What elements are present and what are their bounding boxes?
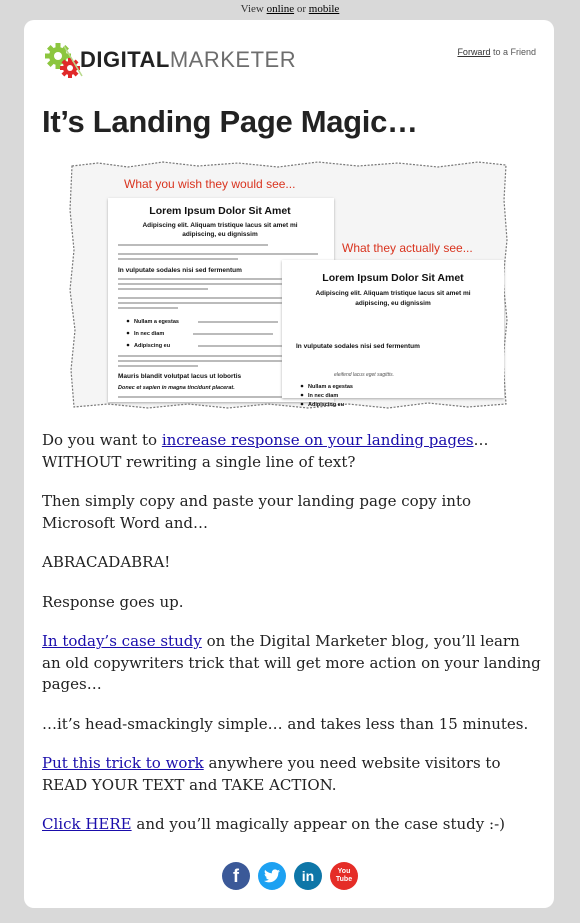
view-or: or <box>296 3 307 15</box>
paragraph-8 <box>42 814 542 836</box>
gear-logo-icon <box>42 38 86 82</box>
forward-to-friend <box>457 47 536 57</box>
hero-left-heading3: Donec et sapien in magna tincidunt placerat. <box>118 385 235 391</box>
hero-left-bullet2: In nec diam <box>134 331 165 337</box>
paragraph-2: Then simply copy and paste your landing page copy into Microsoft Word and… <box>42 492 472 532</box>
logo[interactable] <box>42 38 296 82</box>
click-here-link[interactable]: Click HERE <box>42 815 132 833</box>
hero-right-subtitle1: Adipiscing elit. Aliquam tristique lacus sit amet mi <box>315 290 471 297</box>
linkedin-glyph: in <box>301 868 315 884</box>
hero-left-title: Lorem Ipsum Dolor Sit Amet <box>149 205 291 217</box>
logo-wordmark <box>80 49 296 71</box>
paragraph-3: ABRACADABRA! <box>42 553 171 571</box>
paragraph-6: …it’s head-smackingly simple… and takes less than 15 minutes. <box>42 714 529 733</box>
p1-text-post: … WITHOUT rewriting a single line of text? <box>42 431 489 471</box>
case-study-link[interactable]: In today’s case study <box>42 632 202 650</box>
hero-right-bullet1: Nullam a egestas <box>308 384 353 390</box>
twitter-icon[interactable] <box>258 862 286 890</box>
youtube-glyph-top: You <box>337 868 351 875</box>
hero-left-subtitle1: Adipiscing elit. Aliquam tristique lacus sit amet mi <box>142 222 298 229</box>
p5-text-post: on the Digital Marketer blog, you’ll learn an old copywriters trick that will get more action on your landing pages… <box>42 632 541 693</box>
hero-right-heading: In vulputate sodales nisi sed fermentum <box>296 343 420 350</box>
social-icons <box>222 862 358 890</box>
youtube-glyph-bottom: Tube <box>335 876 353 883</box>
hero-left-bullet1: Nullam a egestas <box>134 319 179 325</box>
view-online-bar <box>0 0 580 18</box>
logo-marketer: MARKETER <box>169 47 297 72</box>
hero-left-bullet3: Adipiscing eu <box>134 343 171 349</box>
facebook-glyph: f <box>233 865 239 886</box>
hero-right-bullet3: Adipiscing eu <box>308 402 345 408</box>
forward-link[interactable]: Forward <box>457 47 491 57</box>
paragraph-4: Response goes up. <box>42 592 184 611</box>
p1-text: Do you want to <box>42 431 162 449</box>
linkedin-icon[interactable] <box>294 862 322 890</box>
view-online-link[interactable]: online <box>266 3 295 15</box>
paragraph-1 <box>42 430 542 473</box>
hero-left-heading2: Mauris blandit volutpat lacus ut lobortis <box>118 373 242 380</box>
forward-suffix: to a Friend <box>492 47 536 57</box>
headline: It’s Landing Page Magic… <box>42 104 418 139</box>
logo-digital: DIGITAL <box>80 47 170 72</box>
facebook-icon[interactable] <box>222 862 250 890</box>
hero-right-bullet2: In nec diam <box>308 393 339 399</box>
p8-text-post: and you’ll magically appear on the case study :-) <box>131 815 505 833</box>
email-body <box>42 430 542 854</box>
paragraph-5 <box>42 631 542 696</box>
p7-text-post: anywhere you need website visitors to READ YOUR TEXT and TAKE ACTION. <box>42 754 501 794</box>
increase-response-link[interactable]: increase response on your landing pages <box>161 431 474 449</box>
view-prefix: View <box>240 3 264 15</box>
hero-left-subtitle2: adipiscing, eu dignissim <box>182 231 258 238</box>
hero-left-caption: What you wish they would see... <box>124 177 296 191</box>
hero-right-caption: What they actually see... <box>342 241 473 255</box>
view-mobile-link[interactable]: mobile <box>308 3 340 15</box>
hero-right-title: Lorem Ipsum Dolor Sit Amet <box>322 272 464 284</box>
email-card <box>24 20 554 908</box>
hero-image[interactable] <box>68 160 510 410</box>
put-trick-to-work-link[interactable]: Put this trick to work <box>42 754 204 772</box>
paragraph-7 <box>42 753 542 796</box>
hero-right-small: eleifend lacus eget sagittis. <box>334 372 395 378</box>
hero-left-heading1: In vulputate sodales nisi sed fermentum <box>118 267 242 274</box>
youtube-icon[interactable] <box>330 862 358 890</box>
hero-right-subtitle2: adipiscing, eu dignissim <box>355 300 431 307</box>
